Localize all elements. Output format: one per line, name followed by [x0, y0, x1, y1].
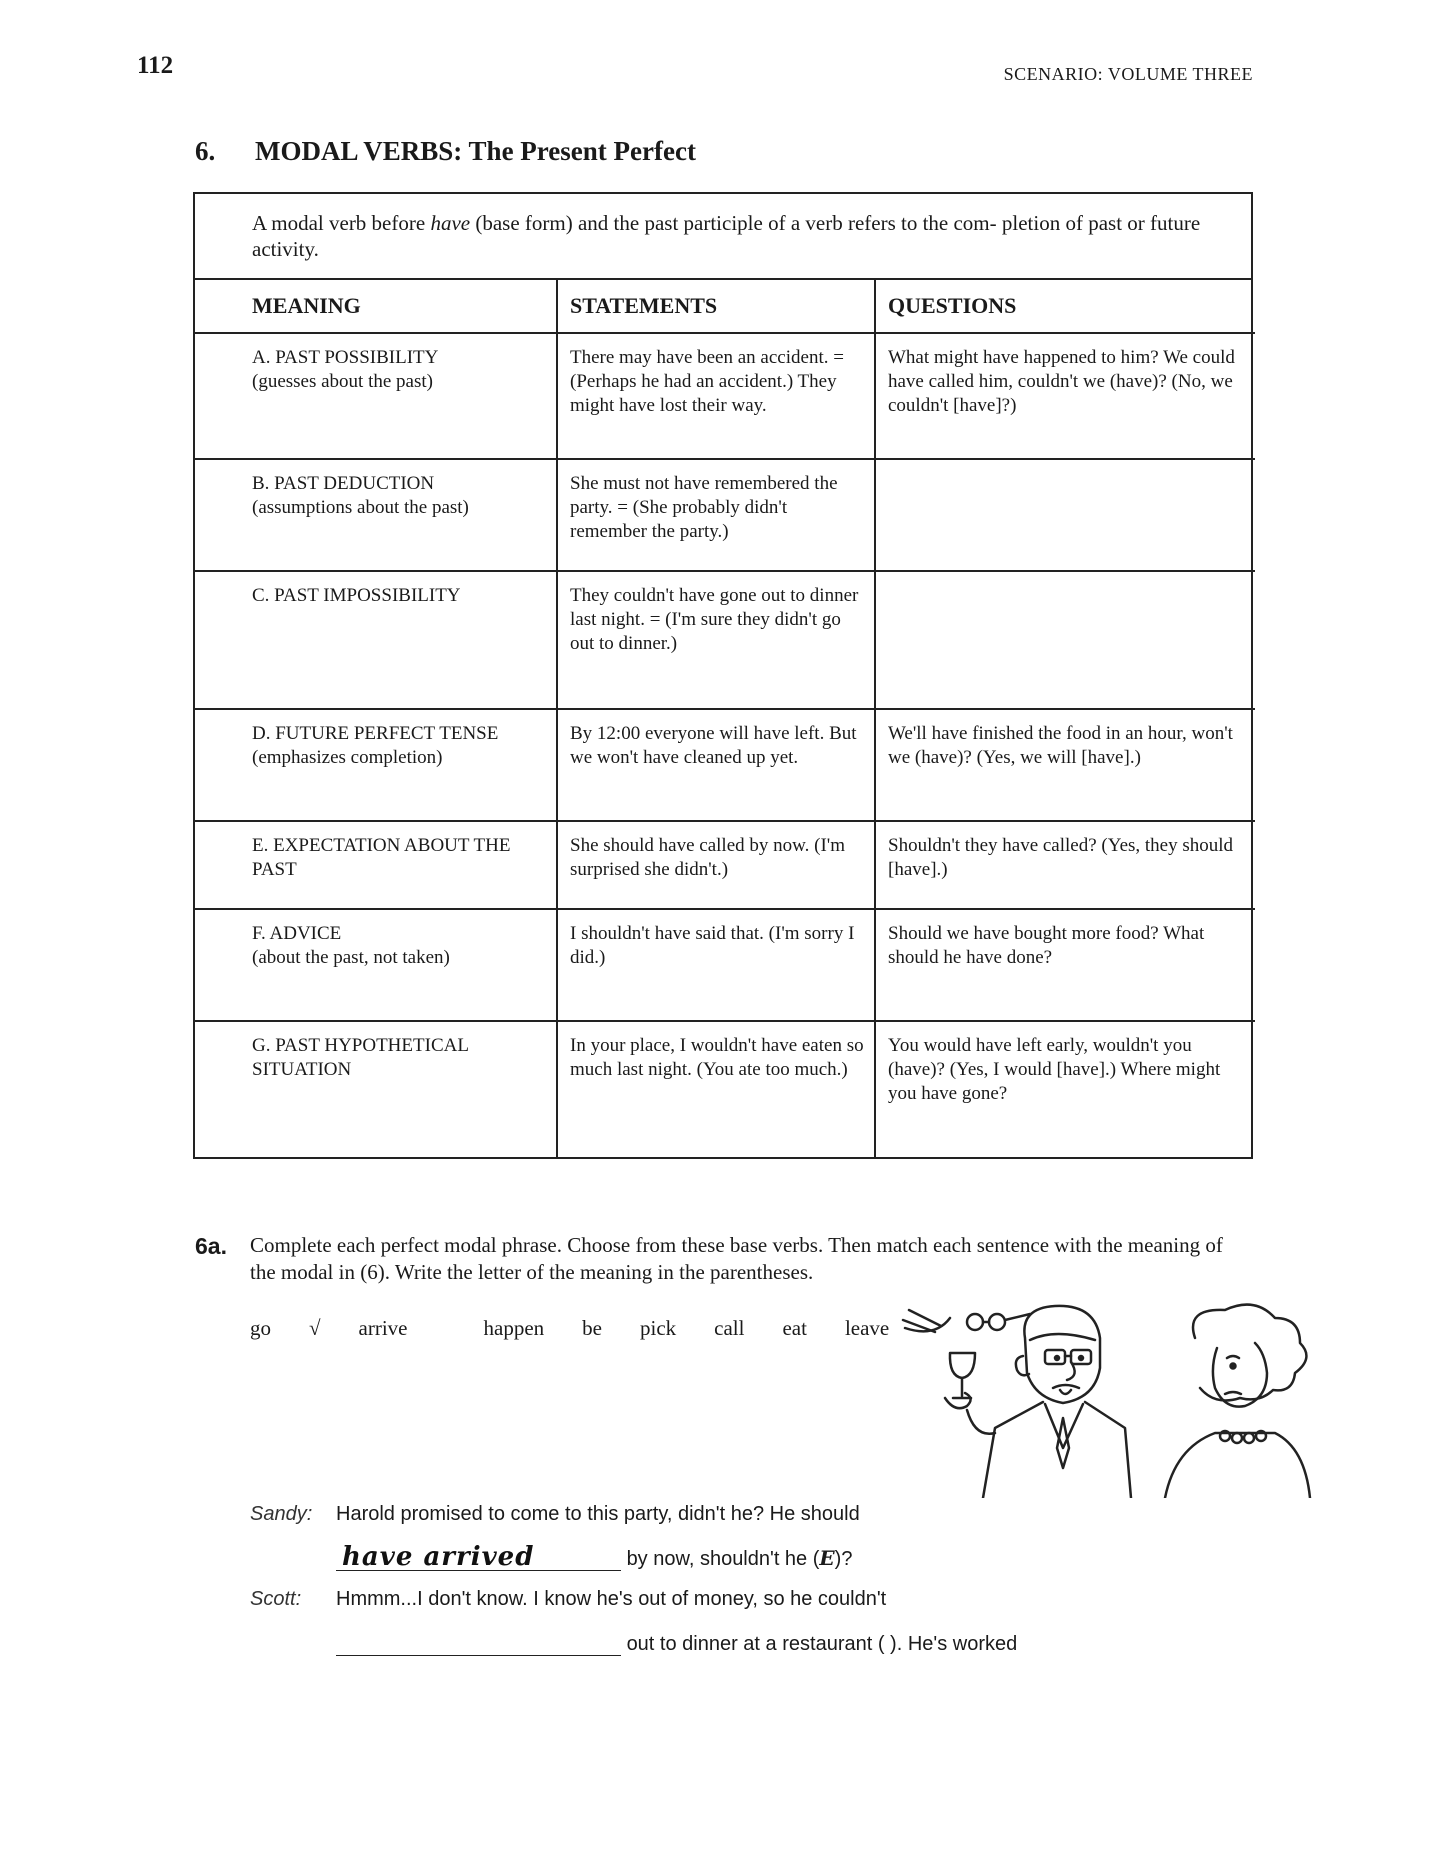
dialog-text: Harold promised to come to this party, didn't he? He should — [336, 1503, 860, 1525]
table-row — [195, 571, 1255, 709]
column-header-meaning: MEANING — [195, 280, 557, 333]
section-title-text: MODAL VERBS: The Present Perfect — [255, 136, 696, 166]
table-header-row — [195, 280, 1255, 333]
statement-cell: She should have called by now. (I'm surprised she didn't.) — [557, 821, 875, 909]
dialog-text: by now, shouldn't he ( — [626, 1548, 820, 1570]
exercise-label: 6a. — [195, 1233, 227, 1259]
column-header-questions: QUESTIONS — [875, 280, 1255, 333]
table-row — [195, 709, 1255, 821]
question-cell: What might have happened to him? We could have called him, couldn't we (have)? (No, we couldn't [have]?) — [875, 333, 1255, 459]
running-head: SCENARIO: VOLUME THREE — [1003, 64, 1253, 84]
statement-cell: By 12:00 everyone will have left. But we won't have cleaned up yet. — [557, 709, 875, 821]
speaker-sandy: Sandy: — [250, 1503, 313, 1525]
meaning-cell: E. EXPECTATION ABOUT THE PAST — [195, 821, 557, 909]
statement-cell: They couldn't have gone out to dinner last night. = (I'm sure they didn't go out to dinner.) — [557, 571, 875, 709]
table-row — [195, 333, 1255, 459]
statement-cell: There may have been an accident. = (Perhaps he had an accident.) They might have lost their way. — [557, 333, 875, 459]
statement-cell: She must not have remembered the party. = (She probably didn't remember the party.) — [557, 459, 875, 571]
page-number: 112 — [137, 52, 174, 79]
handwritten-letter-answer: E — [819, 1546, 835, 1570]
meaning-cell: A. PAST POSSIBILITY (guesses about the past) — [195, 333, 557, 459]
exercise-instructions: Complete each perfect modal phrase. Choose from these base verbs. Then match each sentence with the meaning of the modal in (6). Write the letter of the meaning in the parentheses. — [250, 1233, 1223, 1284]
dialog-answer-line: have arrived by now, shouldn't he (E)? — [336, 1546, 852, 1571]
speaker-scott: Scott: — [250, 1588, 302, 1610]
meaning-cell: F. ADVICE (about the past, not taken) — [195, 909, 557, 1021]
meaning-cell: C. PAST IMPOSSIBILITY — [195, 571, 557, 709]
word-bank-item: happen — [483, 1316, 545, 1340]
word-bank-item: be — [582, 1316, 602, 1340]
section-number: 6. — [195, 136, 216, 166]
word-bank-item: go — [250, 1316, 271, 1340]
word-bank-item-checked: √ arrive — [309, 1316, 408, 1340]
question-cell: We'll have finished the food in an hour, won't we (have)? (Yes, we will [have].) — [875, 709, 1255, 821]
meaning-cell: D. FUTURE PERFECT TENSE (emphasizes completion) — [195, 709, 557, 821]
section-title — [195, 136, 696, 167]
table-row — [195, 909, 1255, 1021]
grammar-intro: A modal verb before have (base form) and the past participle of a verb refers to the com- pletion of past or future activity. — [195, 194, 1251, 280]
dialog-answer-line-2 — [336, 1631, 1017, 1656]
modal-verbs-table — [195, 280, 1255, 1157]
dialog-text: out to dinner at a restaurant ( ). He's worked — [626, 1633, 1018, 1655]
answer-blank[interactable] — [336, 1631, 621, 1656]
intro-have-word: have — [430, 211, 471, 235]
column-header-statements: STATEMENTS — [557, 280, 875, 333]
word-bank — [250, 1316, 927, 1341]
table-row — [195, 821, 1255, 909]
statement-cell: I shouldn't have said that. (I'm sorry I did.) — [557, 909, 875, 1021]
table-row — [195, 459, 1255, 571]
question-cell: You would have left early, wouldn't you (have)? (Yes, I would [have].) Where might you have gone? — [875, 1021, 1255, 1157]
party-guests-illustration — [895, 1298, 1335, 1498]
dialog-text: Hmmm...I don't know. I know he's out of money, so he couldn't — [336, 1588, 887, 1610]
question-cell — [875, 571, 1255, 709]
check-mark-icon: √ — [309, 1316, 321, 1340]
table-row — [195, 1021, 1255, 1157]
grammar-box — [193, 192, 1253, 1159]
statement-cell: In your place, I wouldn't have eaten so much last night. (You ate too much.) — [557, 1021, 875, 1157]
question-cell — [875, 459, 1255, 571]
word-bank-item: pick — [639, 1316, 677, 1340]
word-bank-item: eat — [782, 1316, 807, 1340]
word-bank-item: call — [714, 1316, 745, 1340]
meaning-cell: B. PAST DEDUCTION (assumptions about the past) — [195, 459, 557, 571]
question-cell: Shouldn't they have called? (Yes, they should [have].) — [875, 821, 1255, 909]
meaning-cell: G. PAST HYPOTHETICAL SITUATION — [195, 1021, 557, 1157]
word-bank-item: leave — [844, 1316, 890, 1340]
question-cell: Should we have bought more food? What should he have done? — [875, 909, 1255, 1021]
handwritten-answer: have arrived — [342, 1542, 535, 1572]
